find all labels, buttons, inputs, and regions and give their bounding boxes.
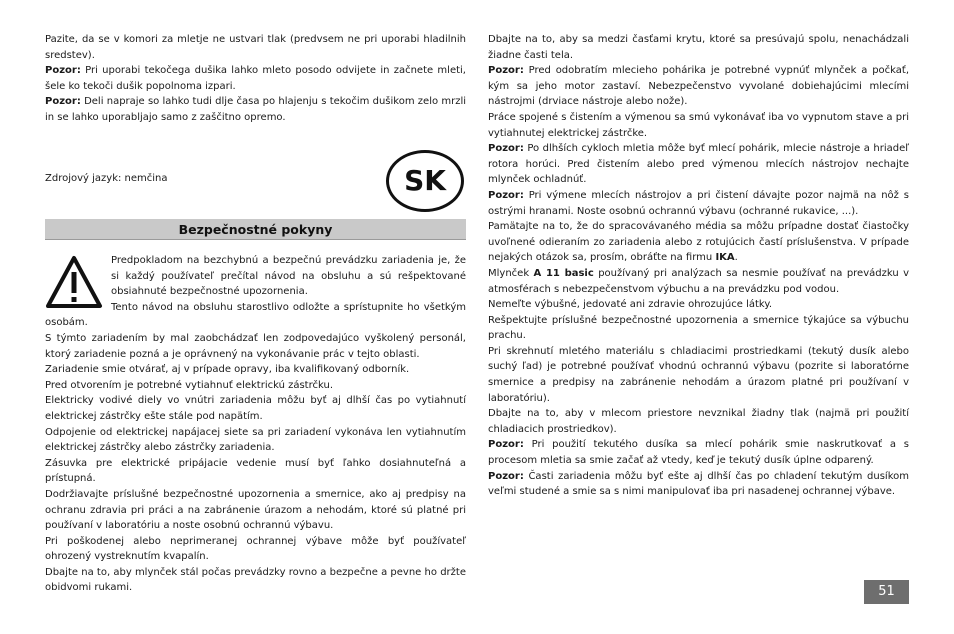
paragraph: Odpojenie od elektrickej napájacej siete sa pri zariadení vykonáva len vytiahnutím elektrickej zástrčky alebo zástrčky zariadenia. (45, 426, 466, 454)
paragraph: Mlynček A 11 basic používaný pri analýzach sa nesmie používať na prevádzku v atmosférach s nebezpečenstvom výbuchu a na prevádzku pod vodou. (488, 267, 909, 295)
paragraph: Pozor: Pri uporabi tekočega dušika lahko mleto posodo odvijete in začnete mleti, šele ko tekoči dušik popolnoma izpari. (45, 65, 466, 92)
source-language: Zdrojový jazyk: nemčina (45, 173, 168, 184)
paragraph: Dbajte na to, aby mlynček stál počas prevádzky rovno a bezpečne a pevne ho držte obidvomi rukami. (45, 566, 466, 594)
warning-triangle-icon (45, 255, 103, 309)
paragraph: Dbajte na to, aby sa medzi časťami krytu, ktoré sa presúvajú spolu, nenachádzali žiadne časti tela. (488, 34, 909, 61)
paragraph: Zariadenie smie otvárať, aj v prípade opravy, iba kvalifikovaný odborník. (45, 364, 410, 376)
paragraph: Pozor: Pred odobratím mlecieho pohárika je potrebné vypnúť mlynček a počkať, kým sa jeho motor zastaví. Nebezpečenstvo vyvolané dobiehajúcimi mlecími nástrojmi (drviace nástroje alebo nože). (488, 65, 909, 108)
paragraph: Predpokladom na bezchybnú a bezpečnú prevádzku zariadenia je, že si každý používateľ prečítal návod na obsluhu a sú rešpektované obsiahnuté bezpečnostné upozornenia. (111, 255, 466, 298)
paragraph: Pozor: Po dlhších cykloch mletia môže byť mlecí pohárik, mlecie nástroje a hriadeľ rotora horúci. Pred čistením alebo pred výmenou mlecích nástrojov nechajte mlynček ochladnúť. (488, 143, 909, 186)
paragraph: S týmto zariadením by mal zaobchádzať len zodpovedajúco vyškolený personál, ktorý zariadenie pozná a je oprávnený na vykonávanie prác v tejto oblasti. (45, 332, 466, 360)
paragraph: Pred otvorením je potrebné vytiahnuť elektrickú zástrčku. (45, 379, 333, 391)
paragraph: Pozor: Časti zariadenia môžu byť ešte aj dlhší čas po chladení tekutým dusíkom veľmi studené a smie sa s nimi manipulovať iba pri nasadenej ochrannej výbave. (488, 470, 909, 498)
paragraph: Pri skrehnutí mletého materiálu s chladiacimi prostriedkami (tekutý dusík alebo suchý ľad) je potrebné používať vhodnú ochrannú výbavu (pozrite si laboratórne smernice a predpisy na zabránenie nehodám a úrazom platné pri používaní v laboratóriu). (488, 345, 909, 404)
paragraph: Pozor: Pri výmene mlecích nástrojov a pri čistení dávajte pozor najmä na nôž s ostrými hranami. Noste osobnú ochrannú výbavu (ochranné rukavice, ...). (488, 189, 909, 217)
paragraph: Práce spojené s čistením a výmenou sa smú vykonávať iba vo vypnutom stave a pri vytiahnutej elektrickej zástrčke. (488, 111, 909, 139)
paragraph: Pamätajte na to, že do spracovávaného média sa môžu prípadne dostať čiastočky uvoľnené odieraním zo zariadenia alebo z rotujúcich častí príslušenstva. V prípade nejakých otázok sa, prosím, obráťte na firmu IKA. (488, 221, 909, 264)
paragraph: Pazite, da se v komori za mletje ne ustvari tlak (predvsem ne pri uporabi hladilnih sredstev). (45, 34, 466, 61)
paragraph: Pozor: Pri použití tekutého dusíka sa mlecí pohárik smie naskrutkovať a s procesom mletia sa smie začať až vtedy, keď je tekutý dusík úplne odparený. (488, 439, 909, 467)
section-heading: Bezpečnostné pokyny (45, 219, 466, 240)
right-column-text (488, 32, 909, 500)
paragraph: Pozor: Deli napraje so lahko tudi dlje časa po hlajenju s tekočim dušikom zelo mrzli in se lahko uporabljajo samo z zaščitno opremo. (45, 96, 466, 123)
paragraph: Rešpektujte príslušné bezpečnostné upozornenia a smernice týkajúce sa výbuchu prachu. (488, 314, 909, 342)
page-number: 51 (864, 580, 909, 604)
paragraph: Pri poškodenej alebo neprimeranej ochrannej výbave môže byť používateľ ohrozený vystreknutím kvapalín. (45, 535, 466, 563)
paragraph: Dodržiavajte príslušné bezpečnostné upozornenia a smernice, ako aj predpisy na ochranu zdravia pri práci a na zabránenie úrazom a nehodám, ktoré sú platné pri používaní v laboratóriu a noste osobnú ochrannú výbavu. (45, 488, 466, 532)
safety-instructions (45, 253, 466, 596)
paragraph: Dbajte na to, aby v mlecom priestore nevznikal žiadny tlak (najmä pri použití chladiacich prostriedkov). (488, 408, 909, 435)
paragraph: Nemeľte výbušné, jedovaté ani zdravie ohrozujúce látky. (488, 299, 773, 311)
paragraph: Zásuvka pre elektrické pripájacie vedenie musí byť ľahko dosiahnuteľná a prístupná. (45, 457, 466, 485)
language-badge: SK (386, 150, 464, 212)
left-top-text (45, 32, 466, 126)
paragraph: Elektricky vodivé diely vo vnútri zariadenia môžu byť aj dlhší čas po vytiahnutí elektrickej zástrčky ešte stále pod napätím. (45, 395, 466, 422)
paragraph: Tento návod na obsluhu starostlivo odložte a sprístupnite ho všetkým osobám. (45, 301, 466, 329)
